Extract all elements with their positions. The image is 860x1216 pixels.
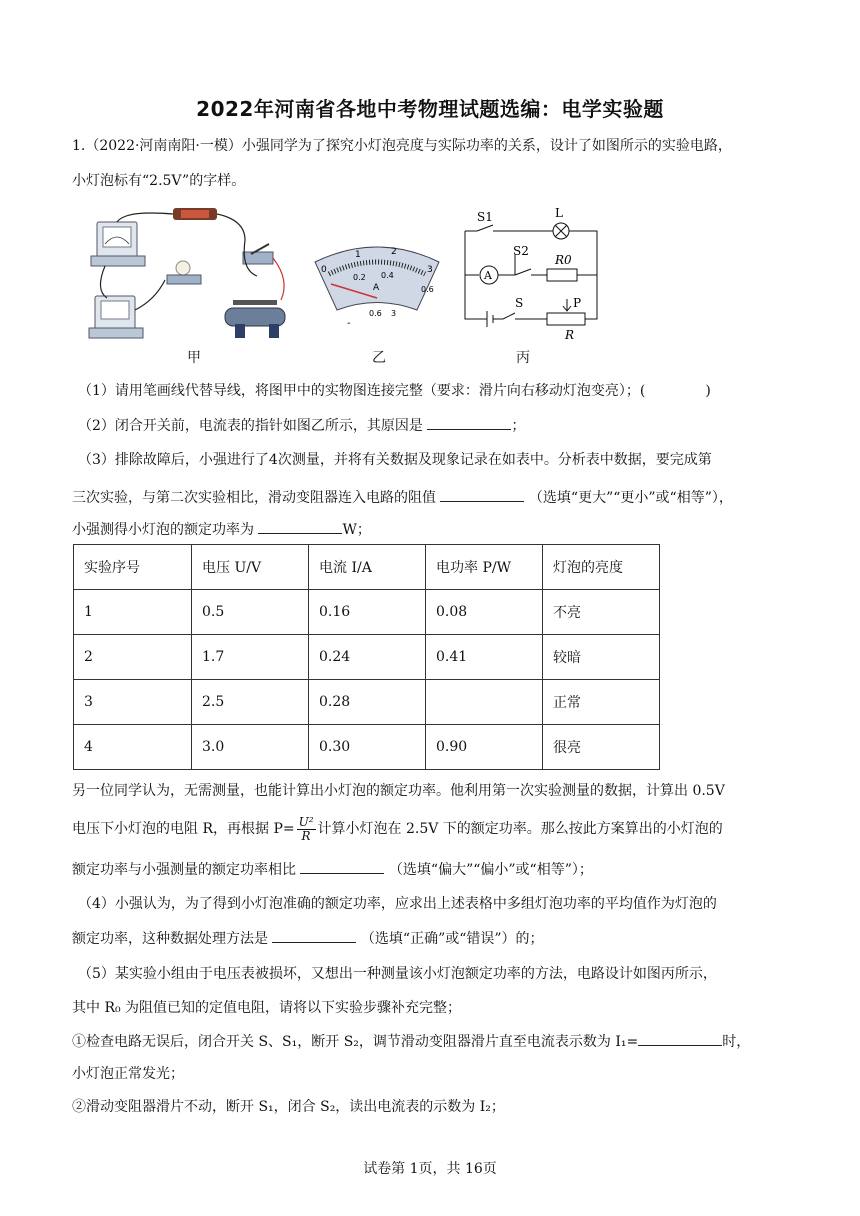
after-table-line-2 xyxy=(72,812,723,846)
fraction-denominator: R xyxy=(301,828,311,843)
label-s: S xyxy=(515,296,524,310)
table-cell: 0.41 xyxy=(426,635,543,680)
after-table-text-b: 计算小灯泡在 2.5V 下的额定功率。那么按此方案算出的小灯泡的 xyxy=(317,821,723,837)
answer-blank-3b[interactable] xyxy=(258,518,342,534)
part-5-step-1-text: ①检查电路无误后，闭合开关 S、S₁，断开 S₂，调节滑动变阻器滑片直至电流表示数为 I₁= xyxy=(72,1034,639,1050)
part-3-line-3 xyxy=(72,518,371,540)
answer-blank-after-table[interactable] xyxy=(300,858,384,874)
table-cell: 0.90 xyxy=(426,725,543,770)
table-cell: 0.16 xyxy=(309,590,426,635)
table-cell: 很亮 xyxy=(543,725,660,770)
after-table-text-d: （选填“偏大”“偏小”或“相等”）； xyxy=(388,862,593,878)
figure-label-yi: 乙 xyxy=(372,350,386,366)
part-2 xyxy=(78,414,525,436)
part-5-line-2: 其中 R₀ 为阻值已知的定值电阻，请将以下实验步骤补充完整； xyxy=(72,1000,462,1016)
table-cell: 0.24 xyxy=(309,635,426,680)
table-row xyxy=(74,635,660,680)
meter-unit: A xyxy=(373,283,380,293)
question-1-line-2: 小灯泡标有“2.5V”的字样。 xyxy=(72,173,246,189)
question-1-line-1: 1.（2022·河南南阳·一模）小强同学为了探究小灯泡亮度与实际功率的关系，设计了如图所示的实验电路， xyxy=(72,138,732,154)
part-5-line-1: （5）某实验小组由于电压表被损坏，又想出一种测量该小灯泡额定功率的方法，电路设计如图丙所示， xyxy=(78,966,717,982)
after-table-text-c: 额定功率与小强测量的额定功率相比 xyxy=(72,862,296,878)
answer-blank-5[interactable] xyxy=(638,1030,722,1046)
table-header-cell: 灯泡的亮度 xyxy=(543,545,660,590)
figure-bing-circuit xyxy=(455,203,605,343)
table-cell: 较暗 xyxy=(543,635,660,680)
part-3-line-2 xyxy=(72,486,733,508)
table-header-row xyxy=(74,545,660,590)
bulb-icon xyxy=(176,261,190,275)
figure-yi-ammeter-dial xyxy=(307,240,447,335)
table-cell: 2.5 xyxy=(192,680,309,725)
meter-scale-0-2: 0.2 xyxy=(353,273,366,282)
part-1 xyxy=(78,381,711,401)
table-cell: 2 xyxy=(74,635,192,680)
after-table-line-3 xyxy=(72,858,593,880)
answer-blank-4[interactable] xyxy=(272,927,356,943)
meter-scale-3: 3 xyxy=(427,265,433,275)
table-header-cell: 实验序号 xyxy=(74,545,192,590)
table-cell: 不亮 xyxy=(543,590,660,635)
table-cell: 正常 xyxy=(543,680,660,725)
part-1-text: （1）请用笔画线代替导线，将图甲中的实物图连接完整（要求：滑片向右移动灯泡变亮）；( xyxy=(78,383,646,399)
label-p: P xyxy=(573,296,582,310)
part-3-text-c: 小强测得小灯泡的额定功率为 xyxy=(72,522,254,538)
part-3-end-c: W； xyxy=(342,522,371,538)
part-4-line-2 xyxy=(72,927,544,949)
answer-blank-2[interactable] xyxy=(427,414,511,430)
table-cell: 3.0 xyxy=(192,725,309,770)
switch-icon xyxy=(243,252,273,264)
part-3-end-b: （选填“更大”“更小”或“相等”）， xyxy=(528,490,733,506)
figure-label-jia: 甲 xyxy=(187,350,201,366)
label-l: L xyxy=(555,206,563,220)
terminal-minus: - xyxy=(347,318,351,329)
terminal-3: 3 xyxy=(391,309,397,318)
after-table-text-a: 电压下小灯泡的电阻 R，再根据 P= xyxy=(72,821,295,837)
table-header-cell: 电压 U/V xyxy=(192,545,309,590)
table-cell: 0.28 xyxy=(309,680,426,725)
data-table xyxy=(73,544,660,770)
part-4-line-1: （4）小强认为，为了得到小灯泡准确的额定功率，应求出上述表格中多组灯泡功率的平均值作为灯泡的 xyxy=(78,896,717,912)
table-cell: 0.30 xyxy=(309,725,426,770)
label-s1: S1 xyxy=(477,210,493,224)
part-3-line-1: （3）排除故障后，小强进行了4次测量，并将有关数据及现象记录在如表中。分析表中数据，要完成第 xyxy=(78,452,712,468)
table-header-cell: 电流 I/A xyxy=(309,545,426,590)
part-4-text-a: 额定功率，这种数据处理方法是 xyxy=(72,931,268,947)
part-5-line-4: 小灯泡正常发光； xyxy=(72,1066,184,1082)
label-r: R xyxy=(565,328,575,342)
page-title: 2022年河南省各地中考物理试题选编：电学实验题 xyxy=(196,97,664,121)
part-3-text-b: 三次实验，与第二次实验相比，滑动变阻器连入电路的阻值 xyxy=(72,490,436,506)
part-5-line-5: ②滑动变阻器滑片不动，断开 S₁，闭合 S₂，读出电流表的示数为 I₂； xyxy=(72,1099,505,1115)
table-cell: 1 xyxy=(74,590,192,635)
part-4-text-b: （选填“正确”或“错误”）的； xyxy=(360,931,544,947)
label-r0: R0 xyxy=(555,253,572,267)
fraction-numerator: U² xyxy=(298,814,314,829)
table-cell: 0.5 xyxy=(192,590,309,635)
table-cell: 3 xyxy=(74,680,192,725)
part-2-text: （2）闭合开关前，电流表的指针如图乙所示，其原因是 xyxy=(78,418,423,434)
meter-scale-2: 2 xyxy=(391,247,397,257)
part-1-end: ) xyxy=(705,383,711,399)
figure-label-bing: 丙 xyxy=(516,350,530,366)
page-footer: 试卷第 1页，共 16页 xyxy=(363,1161,497,1177)
label-s2: S2 xyxy=(513,244,529,258)
table-row xyxy=(74,725,660,770)
table-cell-empty[interactable] xyxy=(426,680,543,725)
meter-scale-1: 1 xyxy=(355,250,361,260)
meter-scale-0: 0 xyxy=(321,265,327,275)
meter-scale-0-4: 0.4 xyxy=(381,271,394,280)
figure-jia-apparatus xyxy=(85,200,300,345)
meter-scale-0-6: 0.6 xyxy=(421,285,434,294)
part-2-end: ； xyxy=(511,418,526,434)
table-row xyxy=(74,680,660,725)
label-a: A xyxy=(484,269,492,282)
table-cell: 0.08 xyxy=(426,590,543,635)
table-row xyxy=(74,590,660,635)
part-5-step-1-end: 时， xyxy=(722,1034,751,1050)
part-5-line-3 xyxy=(72,1030,750,1052)
answer-blank-3a[interactable] xyxy=(440,486,524,502)
after-table-line-1: 另一位同学认为，无需测量，也能计算出小灯泡的额定功率。他利用第一次实验测量的数据，计算出 0.5V xyxy=(72,783,725,799)
table-cell: 4 xyxy=(74,725,192,770)
terminal-0-6: 0.6 xyxy=(369,309,382,318)
formula-fraction xyxy=(297,816,316,843)
table-cell: 1.7 xyxy=(192,635,309,680)
rheostat-icon xyxy=(225,308,285,326)
table-header-cell: 电功率 P/W xyxy=(426,545,543,590)
